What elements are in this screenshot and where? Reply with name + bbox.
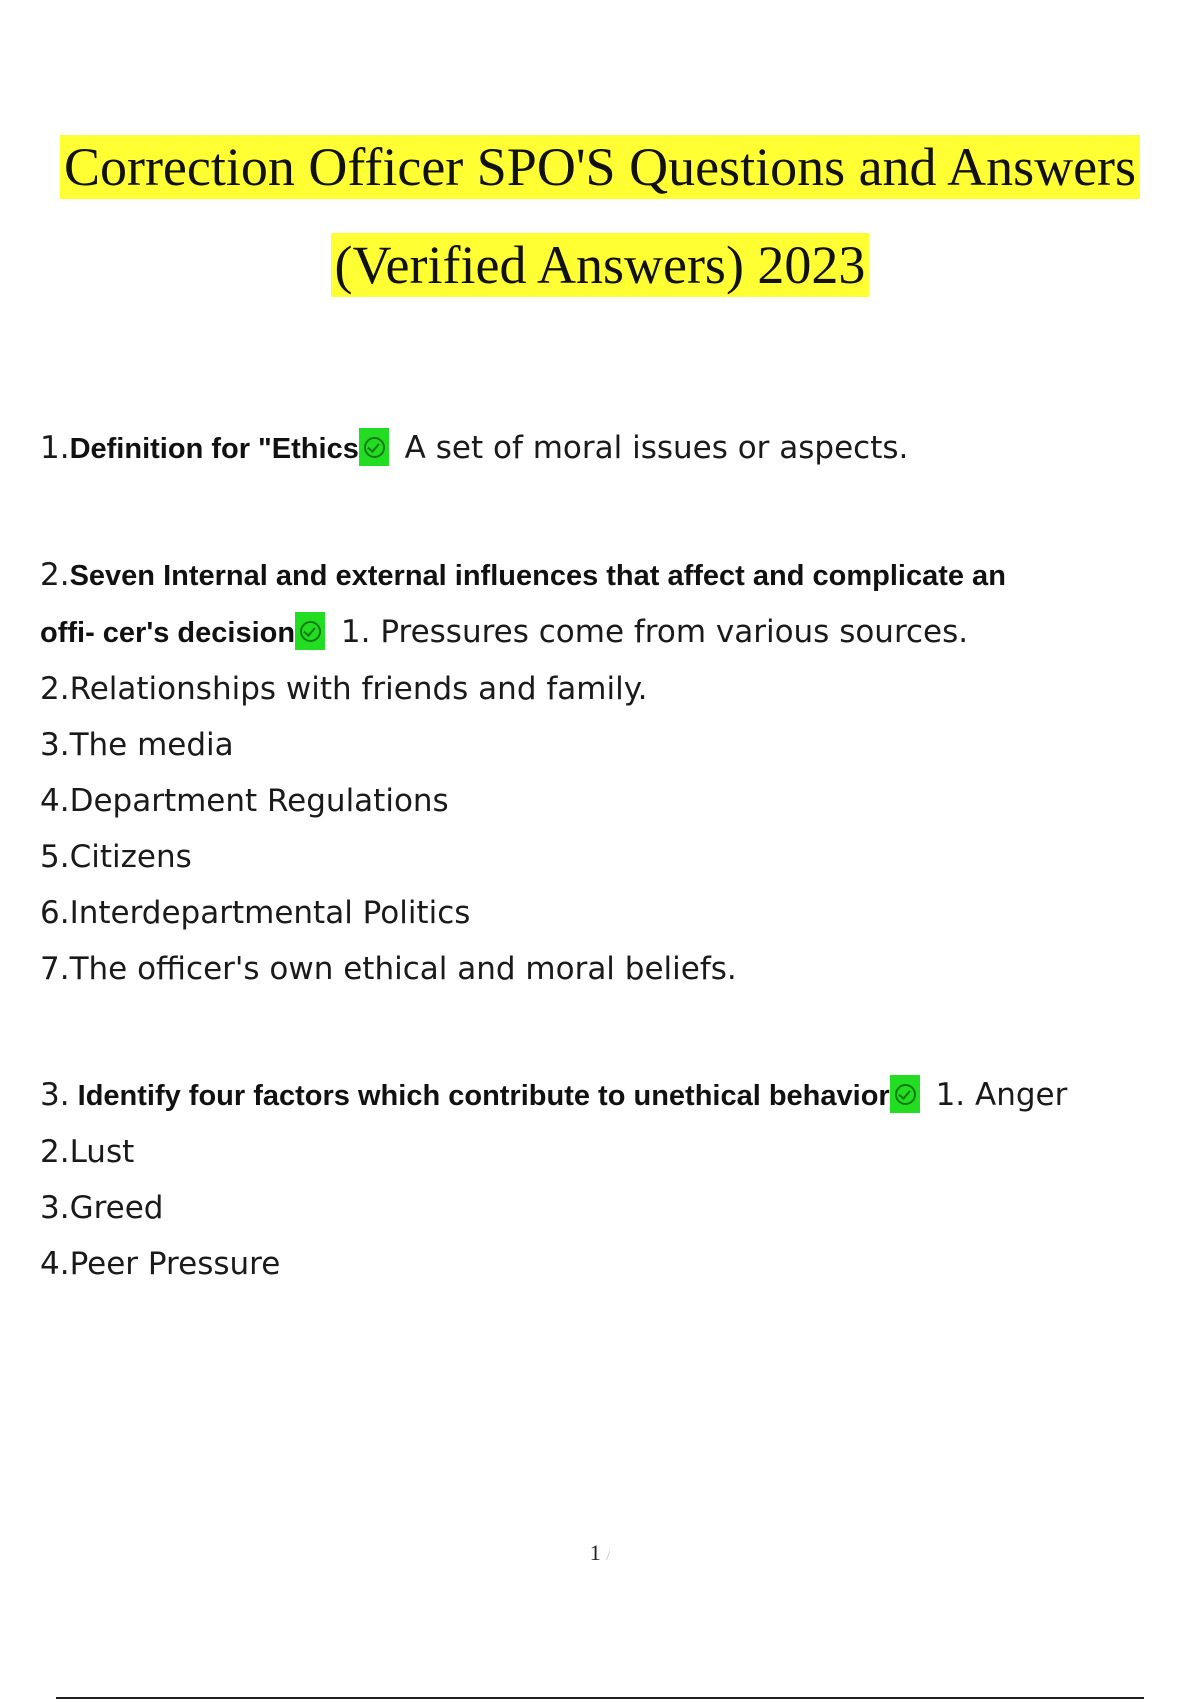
answer-text: Peer Pressure xyxy=(69,1246,281,1282)
answer-line xyxy=(40,1180,1170,1236)
answer-line xyxy=(40,941,1170,997)
answer-number: 4. xyxy=(40,1246,70,1282)
footer-divider xyxy=(56,1697,1144,1699)
answer-line xyxy=(40,661,1170,717)
question-text: Identify four factors which contribute to unethical behavior xyxy=(69,1080,890,1112)
answer-text: A set of moral issues or aspects. xyxy=(394,430,909,466)
answer-number: 3. xyxy=(40,1190,70,1226)
qa-item-3 xyxy=(40,1067,1170,1292)
qa-item-2 xyxy=(40,547,1170,997)
answer-number: 2. xyxy=(40,671,70,707)
question-line xyxy=(40,420,1170,477)
question-text: Definition for "Ethics xyxy=(69,433,359,465)
answer-text: Citizens xyxy=(69,839,192,875)
question-number: 1. xyxy=(40,430,70,466)
question-line xyxy=(40,547,1170,604)
page-number-value: 1 xyxy=(589,1540,601,1565)
answer-line xyxy=(40,773,1170,829)
check-circle-icon xyxy=(295,612,325,650)
answer-text: The media xyxy=(69,727,234,763)
answer-line xyxy=(40,717,1170,773)
page-number xyxy=(0,1540,1200,1566)
answer-number: 7. xyxy=(40,951,70,987)
answer-line xyxy=(40,829,1170,885)
answer-number: 2. xyxy=(40,1134,70,1170)
answer-line xyxy=(40,1124,1170,1180)
qa-list xyxy=(40,420,1170,1362)
qa-item-1 xyxy=(40,420,1170,477)
answer-text: Greed xyxy=(69,1190,164,1226)
question-line xyxy=(40,604,1170,661)
question-text-continued: offi- cer's decision xyxy=(40,617,296,649)
document-title xyxy=(0,118,1200,314)
question-text: Seven Internal and external influences that affect and complicate an xyxy=(69,560,1006,592)
answer-text: Relationships with friends and family. xyxy=(69,671,648,707)
check-circle-icon xyxy=(359,428,389,466)
answer-text: 1. Anger xyxy=(925,1077,1068,1113)
title-line-1: Correction Officer SPO'S Questions and Answers xyxy=(60,135,1140,199)
answer-number: 4. xyxy=(40,783,70,819)
answer-number: 5. xyxy=(40,839,70,875)
answer-text: The officer's own ethical and moral beliefs. xyxy=(69,951,737,987)
answer-text: Interdepartmental Politics xyxy=(69,895,471,931)
title-line-2: (Verified Answers) 2023 xyxy=(331,233,870,297)
question-number: 2. xyxy=(40,557,70,593)
answer-number: 6. xyxy=(40,895,70,931)
page-number-suffix: / xyxy=(606,1549,611,1564)
answer-number: 3. xyxy=(40,727,70,763)
answer-line xyxy=(40,885,1170,941)
question-line xyxy=(40,1067,1170,1124)
answer-text: Lust xyxy=(69,1134,135,1170)
answer-text: Department Regulations xyxy=(69,783,449,819)
question-number: 3. xyxy=(40,1077,70,1113)
answer-text: 1. Pressures come from various sources. xyxy=(331,614,969,650)
answer-line xyxy=(40,1236,1170,1292)
check-circle-icon xyxy=(890,1075,920,1113)
